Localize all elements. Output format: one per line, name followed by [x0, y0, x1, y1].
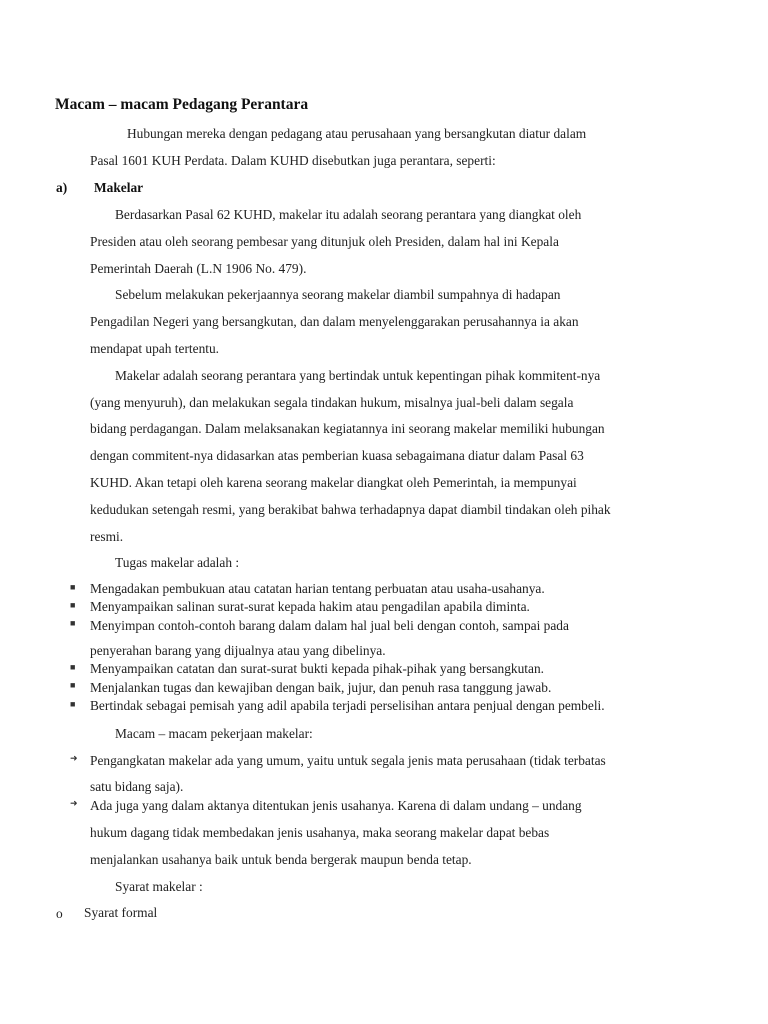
list-bullet-icon: ➜: [70, 798, 78, 808]
macam-item-1-cont: satu bidang saja).: [90, 779, 184, 794]
para3-line-2: (yang menyuruh), dan melakukan segala tindakan hukum, misalnya jual-beli dalam segala: [90, 395, 574, 410]
para3-line-6: kedudukan setengah resmi, yang berakibat bahwa terhadapnya dapat diambil tindakan oleh pihak: [90, 502, 611, 517]
list-bullet-icon: ■: [70, 582, 76, 592]
syarat-formal: Syarat formal: [84, 905, 158, 920]
para3-line-4: dengan commitent-nya didasarkan atas pemberian kuasa sebagaimana diatur dalam Pasal 63: [90, 448, 584, 463]
list-bullet-icon: ■: [70, 600, 76, 610]
para1-line-1: Berdasarkan Pasal 62 KUHD, makelar itu adalah seorang perantara yang diangkat oleh: [115, 207, 582, 222]
section-a-marker: a): [56, 180, 68, 195]
intro-line-2: Pasal 1601 KUH Perdata. Dalam KUHD disebutkan juga perantara, seperti:: [90, 153, 496, 168]
tugas-item-3-cont: penyerahan barang yang dijualnya atau yang dibelinya.: [90, 643, 386, 658]
list-bullet-icon: ■: [70, 680, 76, 690]
tugas-label: Tugas makelar adalah :: [115, 555, 240, 570]
intro-line-1: Hubungan mereka dengan pedagang atau perusahaan yang bersangkutan diatur dalam: [127, 126, 587, 141]
para1-line-2: Presiden atau oleh seorang pembesar yang ditunjuk oleh Presiden, dalam hal ini Kepala: [90, 234, 559, 249]
para2-line-3: mendapat upah tertentu.: [90, 341, 220, 356]
para1-line-3: Pemerintah Daerah (L.N 1906 No. 479).: [90, 261, 307, 276]
para3-line-7: resmi.: [90, 529, 124, 544]
para3-line-1: Makelar adalah seorang perantara yang bertindak untuk kepentingan pihak kommitent-nya: [115, 368, 601, 383]
tugas-item-4: Menyampaikan catatan dan surat-surat bukti kepada pihak-pihak yang bersangkutan.: [90, 661, 545, 676]
macam-item-1: Pengangkatan makelar ada yang umum, yaitu untuk segala jenis mata perusahaan (tidak terbatas: [90, 753, 606, 768]
para3-line-3: bidang perdagangan. Dalam melaksanakan kegiatannya ini seorang makelar memiliki hubungan: [90, 421, 605, 436]
section-a-heading: Makelar: [94, 180, 144, 195]
tugas-item-6: Bertindak sebagai pemisah yang adil apabila terjadi perselisihan antara penjual dengan pembeli.: [90, 698, 605, 713]
list-bullet-icon: ➜: [70, 753, 78, 763]
syarat-marker: o: [56, 906, 63, 921]
tugas-item-1: Mengadakan pembukuan atau catatan harian tentang perbuatan atau usaha-usahanya.: [90, 581, 545, 596]
syarat-label: Syarat makelar :: [115, 879, 203, 894]
list-bullet-icon: ■: [70, 699, 76, 709]
macam-item-2-cont-2: menjalankan usahanya baik untuk benda bergerak maupun benda tetap.: [90, 852, 472, 867]
macam-item-2-cont-1: hukum dagang tidak membedakan jenis usahanya, maka seorang makelar dapat bebas: [90, 825, 550, 840]
para2-line-1: Sebelum melakukan pekerjaannya seorang makelar diambil sumpahnya di hadapan: [115, 287, 561, 302]
tugas-item-3: Menyimpan contoh-contoh barang dalam dalam hal jual beli dengan contoh, sampai pada: [90, 618, 569, 633]
tugas-item-5: Menjalankan tugas dan kewajiban dengan baik, jujur, dan penuh rasa tanggung jawab.: [90, 680, 552, 695]
macam-item-2: Ada juga yang dalam aktanya ditentukan jenis usahanya. Karena di dalam undang – undang: [90, 798, 582, 813]
tugas-item-2: Menyampaikan salinan surat-surat kepada hakim atau pengadilan apabila diminta.: [90, 599, 530, 614]
para3-line-5: KUHD. Akan tetapi oleh karena seorang makelar diangkat oleh Pemerintah, ia mempunyai: [90, 475, 577, 490]
page-title: Macam – macam Pedagang Perantara: [55, 96, 309, 113]
macam-label: Macam – macam pekerjaan makelar:: [115, 726, 313, 741]
para2-line-2: Pengadilan Negeri yang bersangkutan, dan dalam menyelenggarakan perusahannya ia akan: [90, 314, 579, 329]
list-bullet-icon: ■: [70, 662, 76, 672]
list-bullet-icon: ■: [70, 618, 76, 628]
